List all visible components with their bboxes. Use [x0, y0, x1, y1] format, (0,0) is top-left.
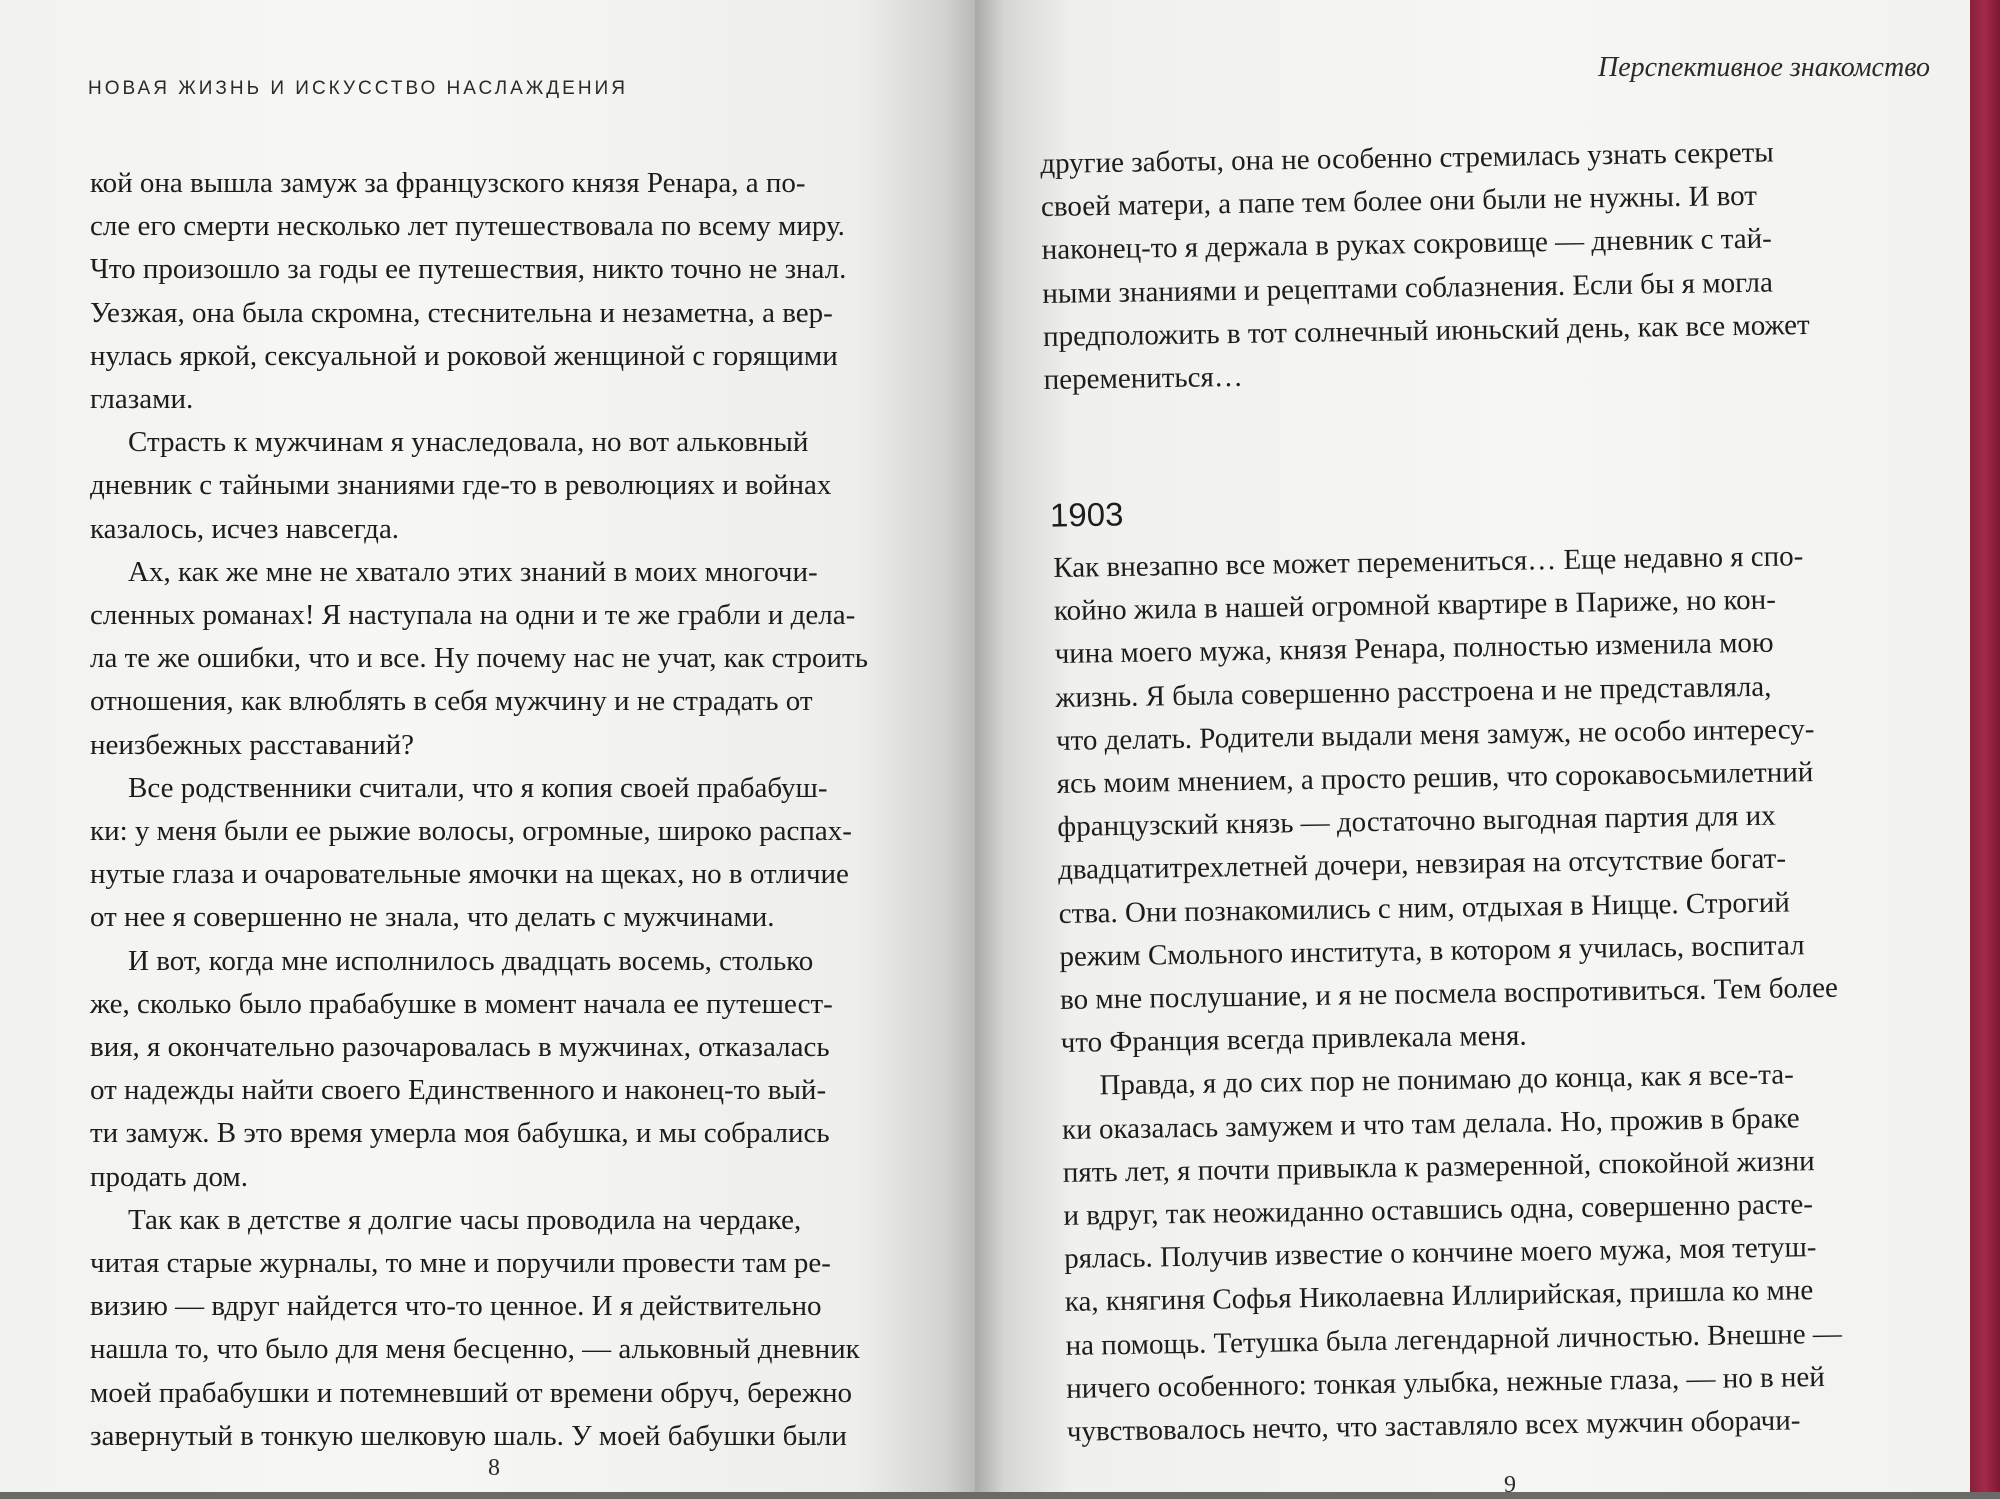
text-line: завернутый в тонкую шелковую шаль. У моей бабушки были — [90, 1419, 847, 1452]
text-line: двадцатитрехлетней дочери, невзирая на отсутствие богат- — [1057, 842, 1787, 887]
text-line: предположить в тот солнечный июньский день, как все может — [1042, 308, 1810, 353]
text-line: Уезжая, она была скромна, стеснительна и незаметна, а вер- — [90, 296, 833, 329]
text-line: французский князь — достаточно выгодная партия для их — [1057, 799, 1776, 844]
text-line: кой она вышла замуж за французского князя Ренара, а по- — [90, 167, 806, 199]
text-line: и вдруг, так неожиданно оставшись одна, совершенно расте- — [1063, 1188, 1814, 1232]
text-line: ничего особенного: тонкая улыбка, нежные глаза, — но в ней — [1065, 1360, 1826, 1405]
paragraph — [90, 940, 900, 1199]
paragraph — [90, 1199, 900, 1458]
text-line: койно жила в нашей огромной квартире в Париже, но кон- — [1053, 583, 1777, 628]
running-head-left: НОВАЯ ЖИЗНЬ И ИСКУССТВО НАСЛАЖДЕНИЯ — [88, 78, 628, 99]
text-line: ясь моим мнением, а просто решив, что сорокавосьмилетний — [1056, 756, 1814, 800]
section-heading: 1903 — [1049, 495, 1124, 534]
right-page — [975, 0, 1970, 1498]
text-line: Ах, как же мне не хватало этих знаний в моих многочи- — [128, 555, 818, 588]
text-line: ла те же ошибки, что и все. Ну почему нас не учат, как строить — [90, 642, 868, 675]
text-line: перемениться… — [1043, 360, 1244, 396]
text-line: глазами. — [90, 383, 194, 416]
text-line: своей матери, а папе тем более они были не нужны. И вот — [1040, 179, 1758, 224]
left-page — [0, 0, 975, 1492]
paragraph — [1040, 130, 1859, 402]
text-line: что делать. Родители выдали меня замуж, не особо интересу- — [1055, 712, 1815, 757]
text-line: читая старые журналы, то мне и поручили провести там ре- — [90, 1247, 831, 1280]
right-page-body — [1053, 534, 1887, 1454]
paragraph — [90, 551, 900, 767]
book-cover-edge — [1970, 0, 2000, 1492]
text-line: Все родственники считали, что я копия своей прабабуш- — [128, 771, 828, 804]
text-line: нашла то, что было для меня бесценно, — альковный дневник — [90, 1333, 860, 1366]
text-line: ными знаниями и рецептами соблазнения. Если бы я могла — [1042, 266, 1774, 310]
text-line: дневник с тайными знаниями где-то в революциях и войнах — [90, 469, 832, 502]
text-line: во мне послушание, и я не посмела воспротивиться. Тем более — [1059, 971, 1839, 1016]
text-line: продать дом. — [90, 1160, 249, 1193]
text-line: же, сколько было прабабушке в момент начала ее путешест- — [90, 987, 833, 1020]
text-line: чина моего мужа, князя Ренара, полностью изменила мою — [1054, 627, 1774, 671]
text-line: визию — вдруг найдется что-то ценное. И я действительно — [90, 1290, 822, 1323]
paragraph — [90, 162, 900, 421]
text-line: другие заботы, она не особенно стремилась узнать секреты — [1040, 136, 1774, 180]
text-line: что Франция всегда привлекала меня. — [1060, 1019, 1527, 1060]
text-line: ки оказалась замужем и что там делала. Но, прожив в браке — [1061, 1101, 1800, 1146]
text-line: ства. Они познакомились с ним, отдыхая в Ницце. Строгий — [1058, 886, 1790, 930]
left-page-body — [90, 162, 900, 1458]
right-page-top-paragraph — [1040, 130, 1859, 402]
text-line: казалось, исчез навсегда. — [90, 512, 400, 545]
paragraph — [90, 767, 900, 940]
text-line: отношения, как влюблять в себя мужчину и не страдать от — [90, 685, 813, 718]
text-line: И вот, когда мне исполнилось двадцать восемь, столько — [128, 944, 814, 977]
running-head-right: Перспективное знакомство — [1597, 52, 1930, 83]
text-line: ти замуж. В это время умерла моя бабушка, и мы собрались — [90, 1117, 830, 1150]
text-line: пять лет, я почти привыкла к размеренной, спокойной жизни — [1062, 1144, 1815, 1189]
text-line: от нее я совершенно не знала, что делать с мужчинами. — [90, 901, 775, 934]
text-line: вия, я окончательно разочаровалась в мужчинах, отказалась — [90, 1031, 830, 1064]
text-line: Правда, я до сих пор не понимаю до конца, как я все-та- — [1099, 1058, 1795, 1102]
text-line: режим Смольного института, в котором я училась, воспитал — [1059, 929, 1805, 973]
paragraph — [1053, 534, 1881, 1065]
text-line: Страсть к мужчинам я унаследовала, но вот альковный — [128, 426, 809, 459]
text-line: чувствовалось нечто, что заставляло всех мужчин оборачи- — [1066, 1404, 1801, 1448]
text-line: Как внезапно все может перемениться… Еще недавно я спо- — [1053, 540, 1804, 584]
text-line: наконец-то я держала в руках сокровище — дневник с тай- — [1041, 222, 1773, 267]
text-line: ка, княгиня Софья Николаевна Иллирийская, пришла ко мне — [1064, 1274, 1814, 1319]
text-line: сле его смерти несколько лет путешествовала по всему миру. — [90, 210, 845, 243]
text-line: от надежды найти своего Единственного и наконец-то вый- — [90, 1074, 827, 1107]
page-number-right: 9 — [1504, 1472, 1516, 1498]
text-line: Так как в детстве я долгие часы проводила на чердаке, — [128, 1203, 802, 1236]
text-line: нутые глаза и очаровательные ямочки на щеках, но в отличие — [90, 858, 849, 891]
page-number-left: 8 — [488, 1455, 500, 1481]
text-line: жизнь. Я была совершенно расстроена и не представляла, — [1055, 670, 1772, 714]
text-line: на помощь. Тетушка была легендарной личностью. Внешне — — [1065, 1317, 1843, 1362]
text-line: Что произошло за годы ее путешествия, никто точно не знал. — [90, 253, 847, 286]
text-line: нулась яркой, сексуальной и роковой женщиной с горящими — [90, 339, 838, 372]
paragraph — [1061, 1052, 1887, 1454]
text-line: неизбежных расставаний? — [90, 728, 415, 761]
text-line: рялась. Получив известие о кончине моего мужа, моя тетуш- — [1063, 1231, 1817, 1276]
text-line: ки: у меня были ее рыжие волосы, огромные, широко распах- — [90, 815, 852, 848]
paragraph — [90, 421, 900, 551]
text-line: моей прабабушки и потемневший от времени обруч, бережно — [90, 1376, 852, 1409]
text-line: сленных романах! Я наступала на одни и те же грабли и дела- — [90, 599, 856, 632]
